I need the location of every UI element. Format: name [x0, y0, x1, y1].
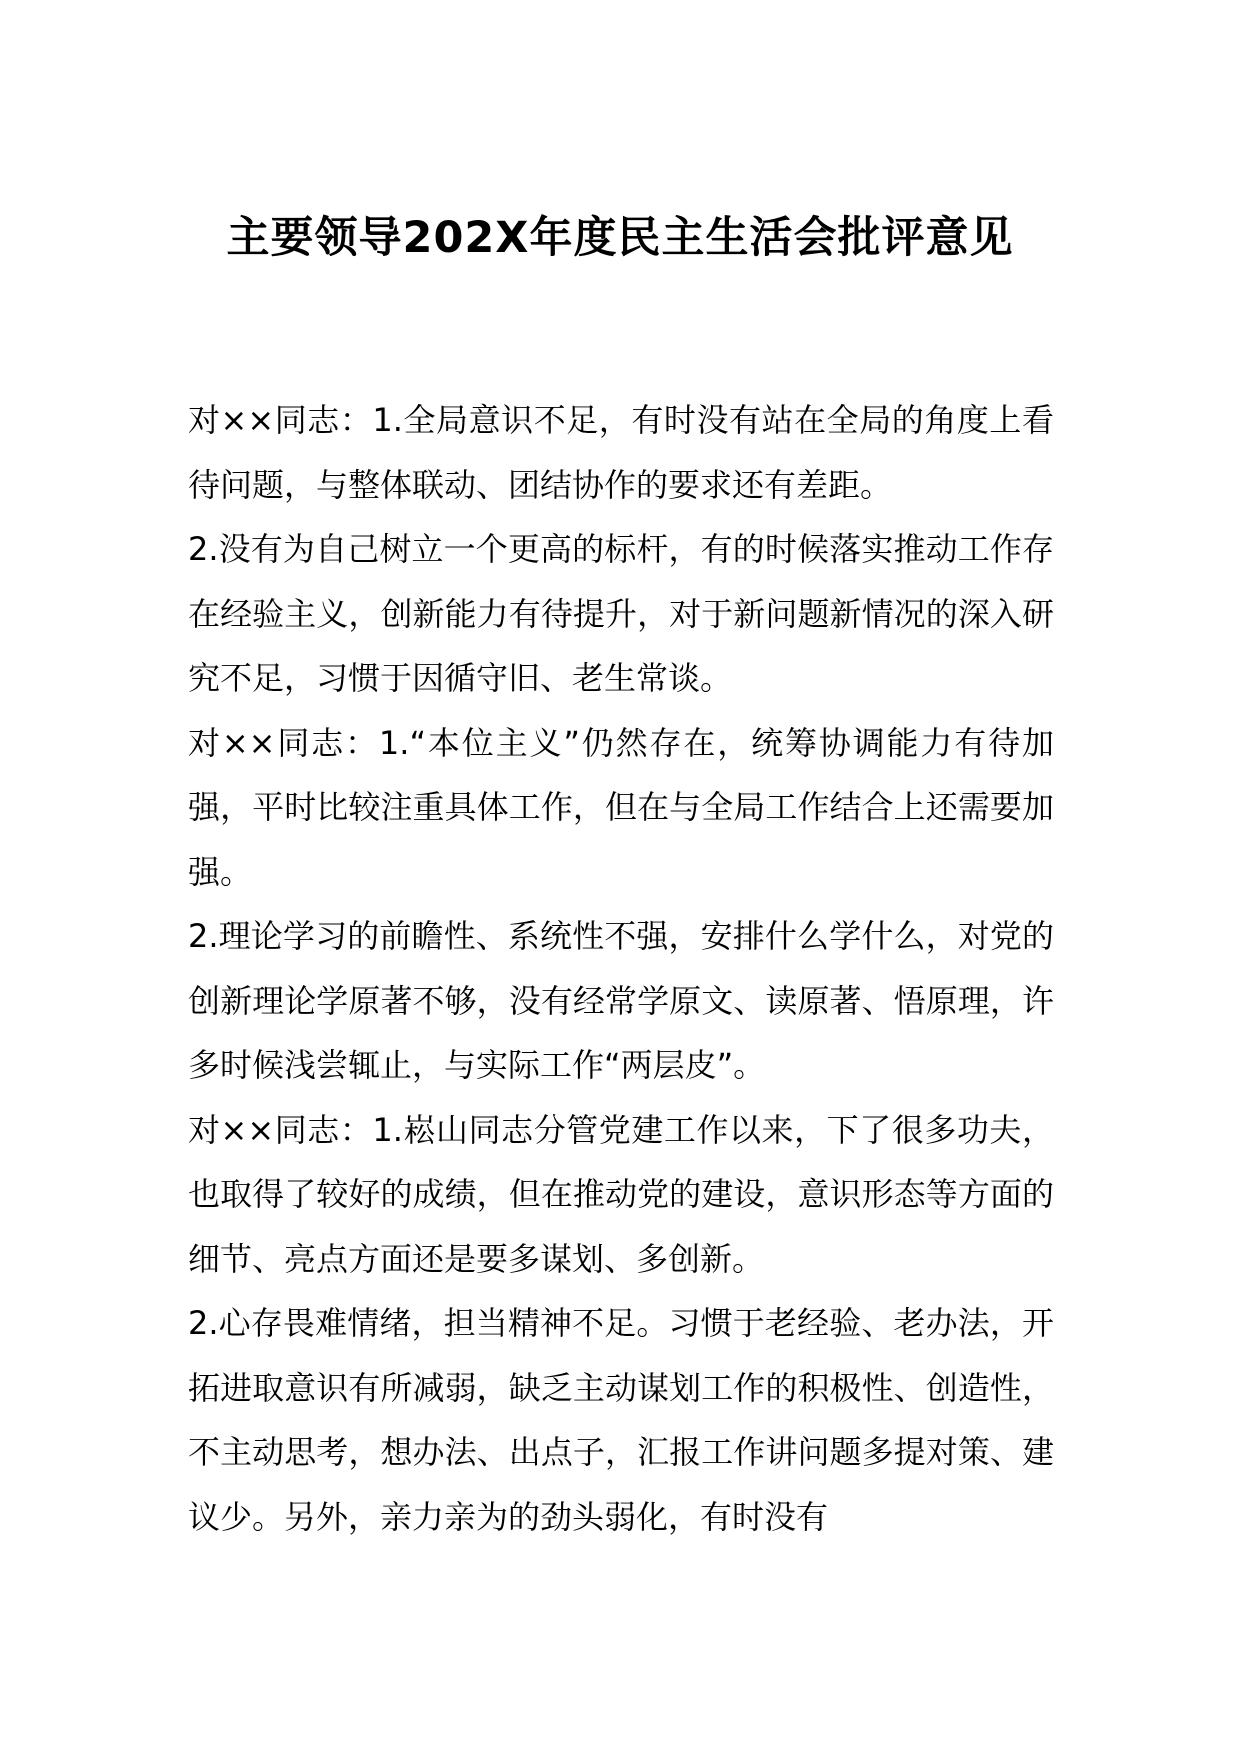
paragraph: 对××同志：1.崧山同志分管党建工作以来，下了很多功夫，也取得了较好的成绩，但在推动党的建设，意识形态等方面的细节、亮点方面还是要多谋划、多创新。 [188, 1110, 1054, 1278]
paragraph: 对××同志：1.“本位主义”仍然存在，统筹协调能力有待加强，平时比较注重具体工作，但在与全局工作结合上还需要加强。 [188, 723, 1054, 891]
document-title: 主要领导202X年度民主生活会批评意见 [226, 213, 1014, 263]
paragraph: 2.理论学习的前瞻性、系统性不强，安排什么学什么，对党的创新理论学原著不够，没有经常学原文、读原著、悟原理，许多时候浅尝辄止，与实际工作“两层皮”。 [188, 917, 1054, 1084]
paragraph: 2.心存畏难情绪，担当精神不足。习惯于老经验、老办法，开拓进取意识有所减弱，缺乏主动谋划工作的积极性、创造性，不主动思考，想办法、出点子，汇报工作讲问题多提对策、建议少。另外，亲力亲为的劲头弱化，有时没有 [188, 1304, 1054, 1536]
paragraph: 对××同志：1.全局意识不足，有时没有站在全局的角度上看待问题，与整体联动、团结协作的要求还有差距。 [188, 401, 1054, 504]
document-body [188, 388, 1054, 1549]
paragraph: 2.没有为自己树立一个更高的标杆，有的时候落实推动工作存在经验主义，创新能力有待提升，对于新问题新情况的深入研究不足，习惯于因循守旧、老生常谈。 [188, 530, 1054, 697]
